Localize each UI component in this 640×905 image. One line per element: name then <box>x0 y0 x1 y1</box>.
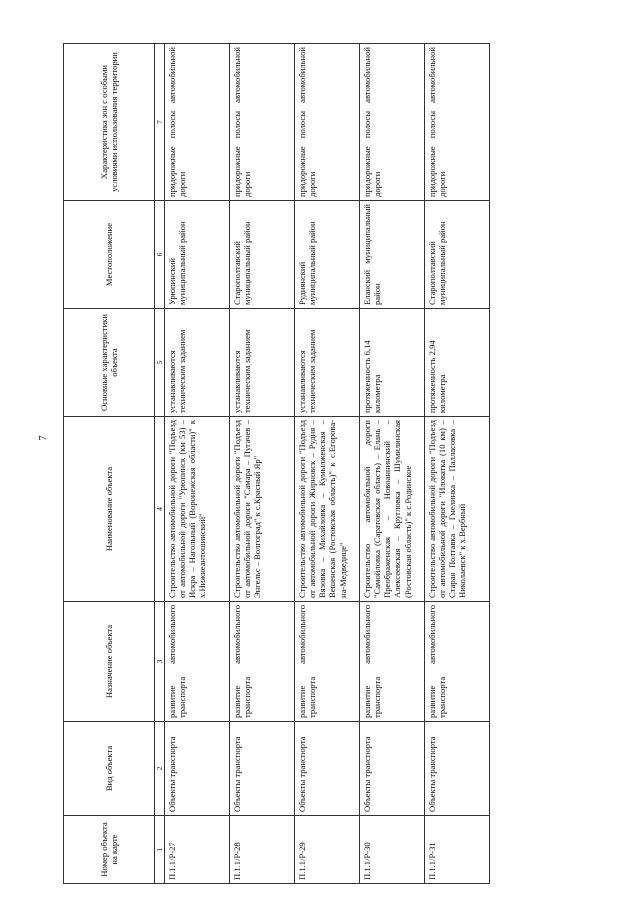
object-characteristics: устанавливаются техническим заданием <box>230 309 295 417</box>
object-location: Старополтавский муниципальный район <box>230 201 295 309</box>
table-row <box>295 44 360 884</box>
column-number: 3 <box>155 602 165 722</box>
object-location: Старополтавский муниципальный район <box>425 201 490 309</box>
header-cell: Местоположение <box>64 201 155 309</box>
object-characteristics: протяженность 6,14 километра <box>360 309 425 417</box>
object-zones: придорожные полосы автомобильной дороги <box>360 44 425 201</box>
column-number: 6 <box>155 201 165 309</box>
object-name: Строительство автомобильной дороги "Подъезд от автомобильной дороги Жирновск – Рудня – Вязовка – Михайловка – Кумылженская – Вешенская (Ростовская область)" к с.Егорова-на-Медведице" <box>295 417 360 602</box>
object-location: Урюпинский муниципальный район <box>165 201 230 309</box>
object-number: П.1.1/Р-31 <box>425 816 490 884</box>
table-row <box>230 44 295 884</box>
object-number: П.1.1/Р-28 <box>230 816 295 884</box>
object-type: Объекты транспорта <box>360 722 425 816</box>
object-zones: придорожные полосы автомобильной дороги <box>165 44 230 201</box>
object-purpose: развитие автомобильного транспорта <box>230 602 295 722</box>
object-name: Строительство автомобильной дороги "Подъезд от автомобильной дороги "Самара – Пугачев – Энгельс – Волгоград" к с.Красный Яр" <box>230 417 295 602</box>
header-cell: Номер объекта на карте <box>64 816 155 884</box>
column-number-row <box>155 44 165 884</box>
column-number: 4 <box>155 417 165 602</box>
object-location: Еланский муниципальный район <box>360 201 425 309</box>
header-cell: Основные характеристики объекта <box>64 309 155 417</box>
object-location: Руднянский муниципальный район <box>295 201 360 309</box>
object-number: П.1.1/Р-29 <box>295 816 360 884</box>
object-purpose: развитие автомобильного транспорта <box>360 602 425 722</box>
object-purpose: развитие автомобильного транспорта <box>295 602 360 722</box>
column-number: 2 <box>155 722 165 816</box>
table-row <box>165 44 230 884</box>
header-cell: Назначение объекта <box>64 602 155 722</box>
object-type: Объекты транспорта <box>425 722 490 816</box>
table-row <box>360 44 425 884</box>
object-register-table <box>63 43 490 884</box>
object-number: П.1.1/Р-30 <box>360 816 425 884</box>
object-purpose: развитие автомобильного транспорта <box>425 602 490 722</box>
object-zones: придорожные полосы автомобильной дороги <box>425 44 490 201</box>
object-number: П.1.1/Р-27 <box>165 816 230 884</box>
object-zones: придорожные полосы автомобильной дороги <box>295 44 360 201</box>
object-characteristics: протяженность 2,94 километра <box>425 309 490 417</box>
page-number: 7 <box>37 435 49 441</box>
object-characteristics: устанавливаются техническим заданием <box>165 309 230 417</box>
object-type: Объекты транспорта <box>295 722 360 816</box>
rotated-table-wrapper <box>63 44 580 884</box>
object-zones: придорожные полосы автомобильной дороги <box>230 44 295 201</box>
object-name: Строительство автомобильной дороги "Самойловка (Саратовская область) – Елань – Преображенская – Новоаннинский – Алексеевская – Кругловка – Шумилинская (Ростовская область)" к с.Родинское <box>360 417 425 602</box>
object-type: Объекты транспорта <box>230 722 295 816</box>
column-number: 5 <box>155 309 165 417</box>
object-purpose: развитие автомобильного транспорта <box>165 602 230 722</box>
header-cell: Наименование объекта <box>64 417 155 602</box>
header-row <box>64 44 155 884</box>
column-number: 7 <box>155 44 165 201</box>
table-row <box>425 44 490 884</box>
object-type: Объекты транспорта <box>165 722 230 816</box>
object-name: Строительство автомобильной дороги "Подъезд от автомобильной дороги "Иловатка (10 км) – Старая Полтавка – Гмелинка – Палласовка – Николаевск" к х.Вербный <box>425 417 490 602</box>
header-cell: Характеристика зон с особыми условиями использования территории <box>64 44 155 201</box>
header-cell: Вид объекта <box>64 722 155 816</box>
column-number: 1 <box>155 816 165 884</box>
object-name: Строительство автомобильной дороги "Подъезд от автомобильной дороги "Урюпинск (км 53) – Искра – Нагольный (Воронежская области)" к х.Нижнеантошинский" <box>165 417 230 602</box>
object-characteristics: устанавливаются техническим заданием <box>295 309 360 417</box>
